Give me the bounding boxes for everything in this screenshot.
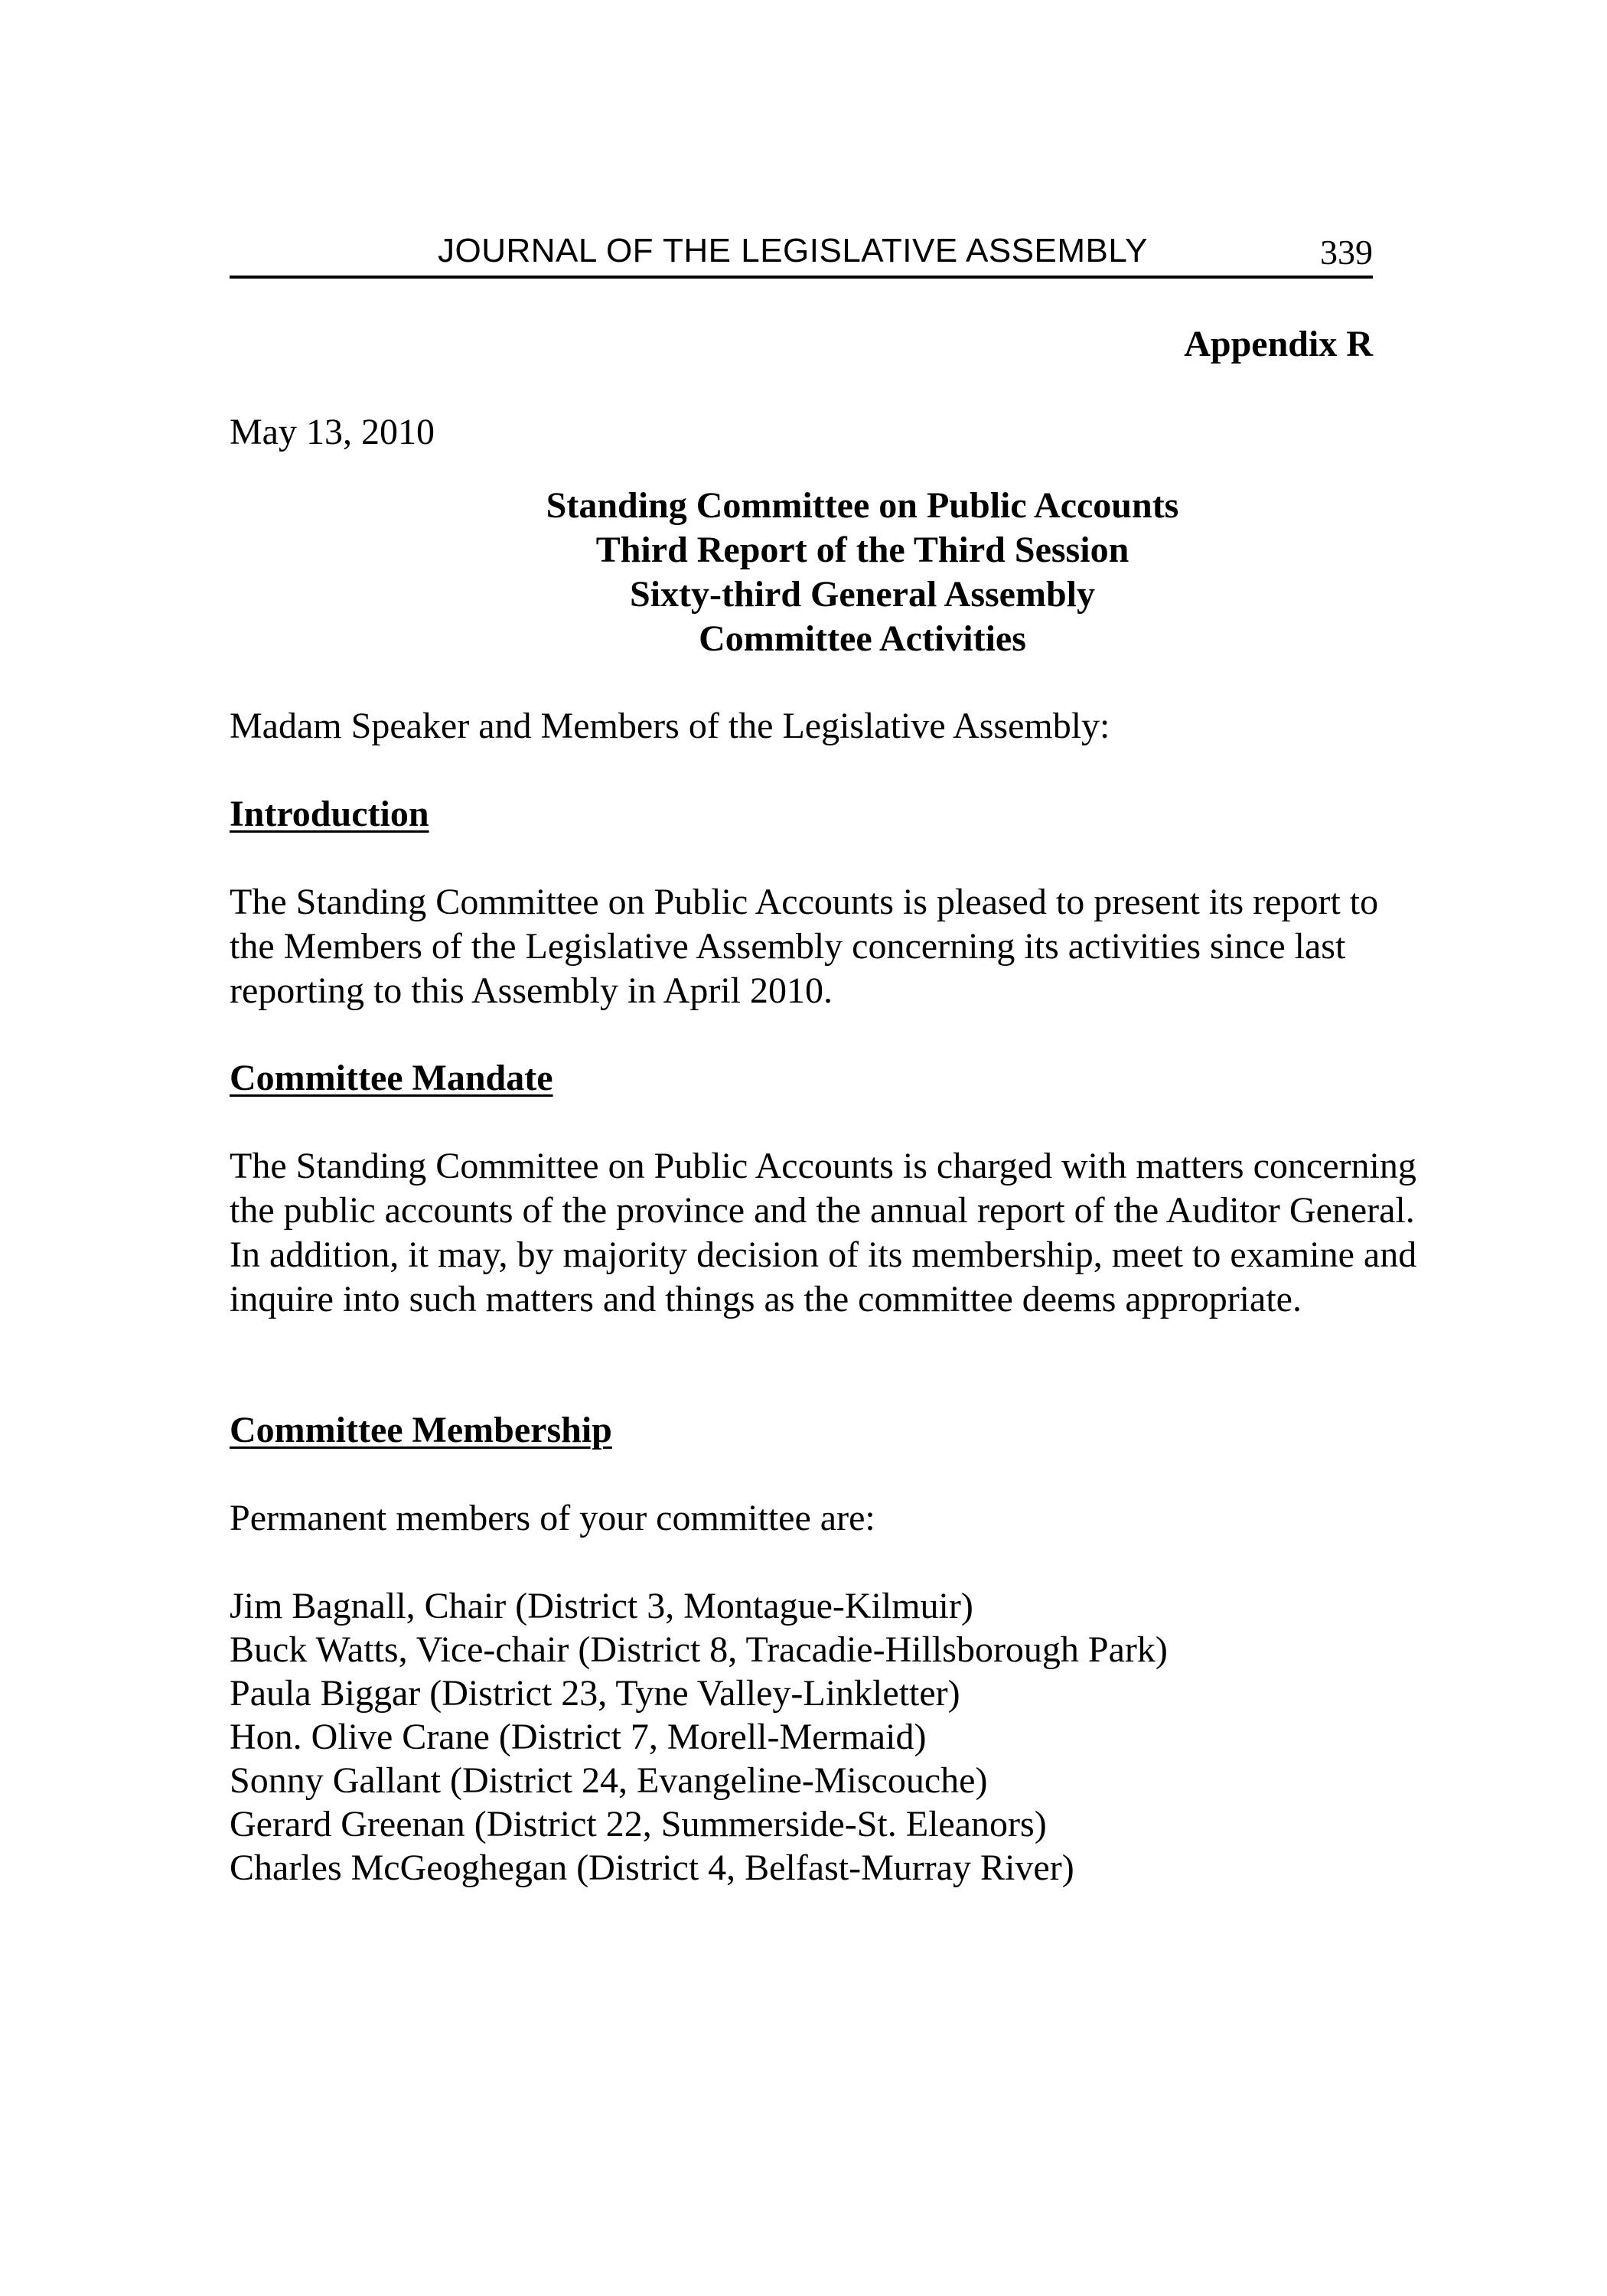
- salutation: Madam Speaker and Members of the Legislative Assembly:: [230, 706, 1110, 746]
- report-title-line: Committee Activities: [699, 618, 1026, 659]
- member-item: Jim Bagnall, Chair (District 3, Montague-Kilmuir): [230, 1586, 973, 1626]
- membership-heading: Committee Membership: [230, 1410, 612, 1450]
- member-item: Paula Biggar (District 23, Tyne Valley-Linkletter): [230, 1673, 960, 1714]
- member-item: Charles McGeoghegan (District 4, Belfast-Murray River): [230, 1848, 1074, 1888]
- member-item: Sonny Gallant (District 24, Evangeline-Miscouche): [230, 1760, 988, 1801]
- introduction-text: The Standing Committee on Public Accounts is pleased to present its report to the Members of the Legislative Assembly concerning its activities since last reporting to this Assembly in April 2010.: [230, 882, 1379, 1011]
- page-number: 339: [1320, 233, 1373, 272]
- report-title-line: Standing Committee on Public Accounts: [546, 485, 1179, 526]
- member-list: [230, 1584, 1168, 1890]
- appendix-label: Appendix R: [1184, 324, 1373, 364]
- member-item: Gerard Greenan (District 22, Summerside-St. Eleanors): [230, 1804, 1047, 1844]
- member-item: Buck Watts, Vice-chair (District 8, Tracadie-Hillsborough Park): [230, 1629, 1168, 1670]
- introduction-heading: Introduction: [230, 794, 429, 834]
- report-title-block: [230, 484, 1373, 661]
- report-title-line: Sixty-third General Assembly: [630, 574, 1095, 615]
- membership-intro: Permanent members of your committee are:: [230, 1498, 875, 1538]
- journal-title: JOURNAL OF THE LEGISLATIVE ASSEMBLY: [438, 232, 1148, 269]
- report-title-line: Third Report of the Third Session: [595, 530, 1129, 570]
- report-date: May 13, 2010: [230, 412, 435, 452]
- mandate-text: The Standing Committee on Public Accounts is charged with matters concerning the public accounts of the province and the annual report of the Auditor General. In addition, it may, by majority decision of its membership, meet to examine and inquire into such matters and things as the committee deems appropriate.: [230, 1146, 1417, 1319]
- mandate-heading: Committee Mandate: [230, 1058, 553, 1098]
- member-item: Hon. Olive Crane (District 7, Morell-Mermaid): [230, 1717, 927, 1757]
- running-header: [230, 230, 1373, 279]
